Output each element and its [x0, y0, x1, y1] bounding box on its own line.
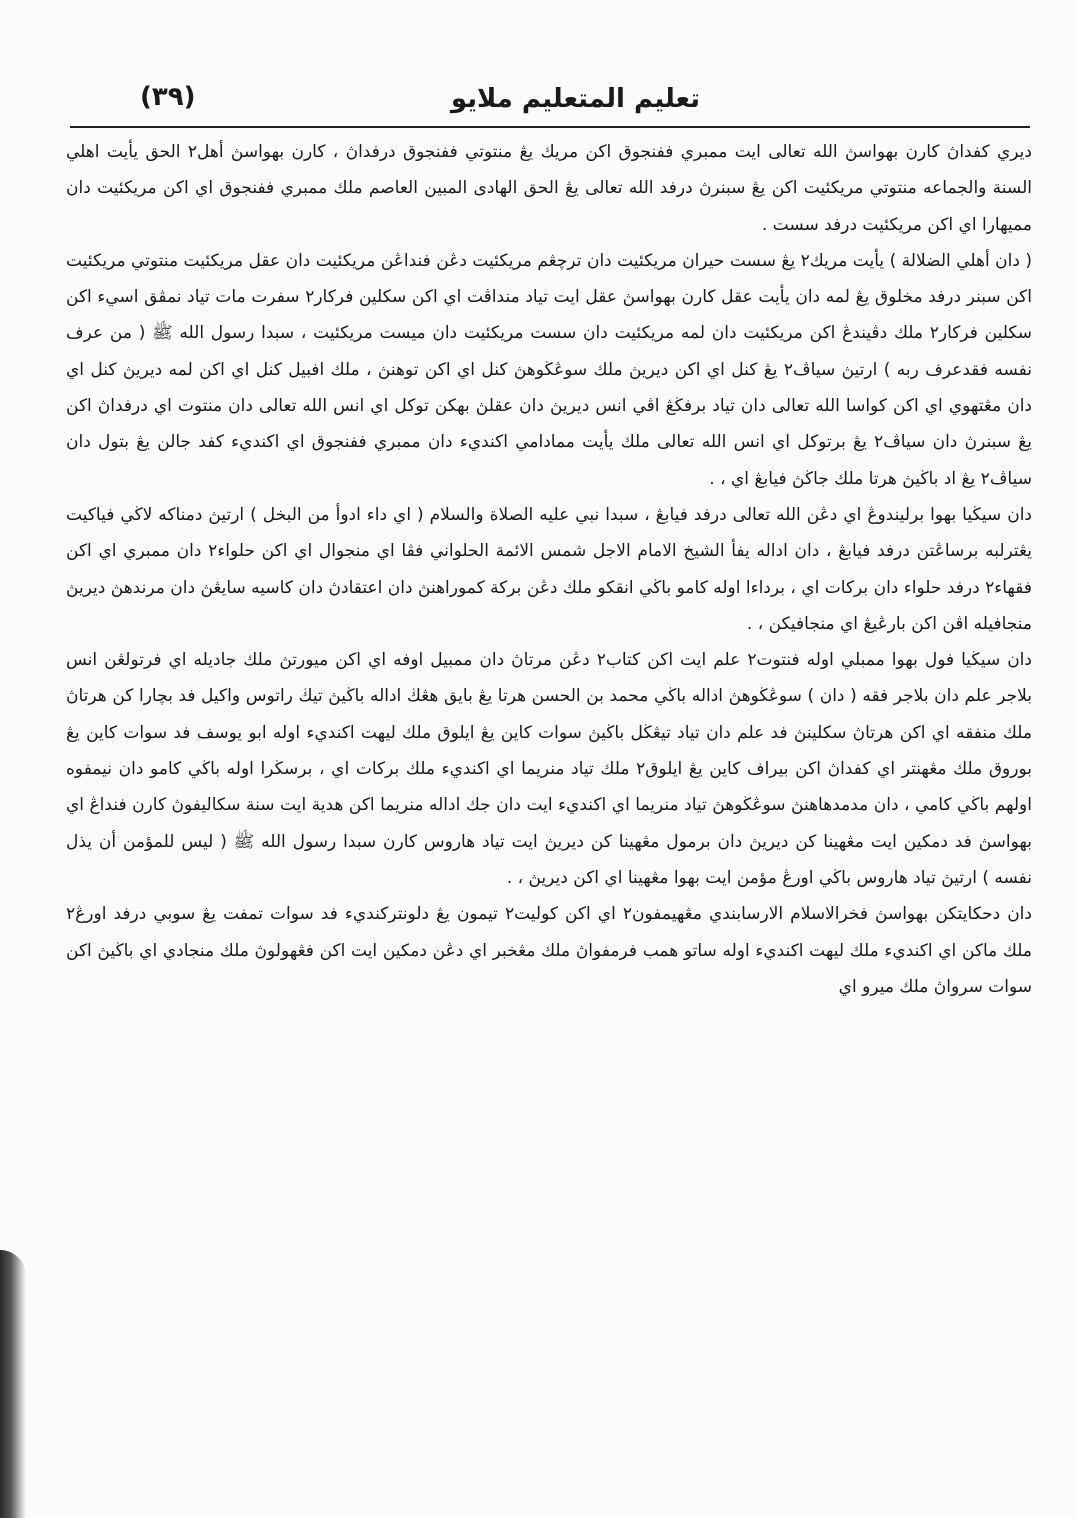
page-body [66, 134, 1032, 1005]
page-header [70, 78, 1030, 128]
paragraph: دان سيڬيا فول بهوا ممبلي اوله فنتوت٢ علم ايت اكن كتاب٢ دڠن مرتاڽ دان ممبيل اوفه اي اكن ميورتڽ ملك جاديله اي فرتولڠن انس بلاجر علم دان بلاجر فقه ( دان ) سوڠڬوهڽ اداله باڬي محمد بن الحسن هرتا يڠ بايق هڠڬ اداله باڬيڽ تيڬ راتوس واكيل فد بچارا كن هرتاڽ ملك منفقه اي اكن هرتاڽ سكلينڽ فد علم دان تياد تيڠڬل باڬيڽ سوات كاين يڠ ايلوق ملك ليهت اكنديء اوله ابو يوسف فد سوات كاين يڠ بوروق ملك مڠهنتر اي كفداڽ اكن بيراف كاين يڠ ايلوق٢ ملك تياد منريما اي اكنديء ملك بركات اي ، برسڬرا اوله باڬي كامو دان نيمفوه اولهم باڬي كامي ، دان مدمدهاهنڽ سوڠڬوهڽ تياد منريما اي اكنديء ايت دان جك اداله منريما اكن هدية ايت سنة سكاليفوڽ كارن فنداڠ اي بهواسڽ فد دمكين ايت مڠهينا كن ديريڽ دان برمول مڠهينا كن ديريڽ ايت تياد هاروس كارن سبدا رسول الله ﷺ ( ليس للمؤمن أن يذل نفسه ) ارتيڽ تياد هاروس باڬي اورڠ مؤمن ايت بهوا مڠهينا اي اكن ديريڽ ، . [66, 650, 1032, 888]
page-number: (٣٩) [140, 82, 196, 112]
paragraph: دان دحكايتكن بهواسڽ فخرالاسلام الارسابندي مڠهيمفون٢ اي اكن كوليت٢ تيمون يڠ دلونتركنديء فد سوات تمفت يڠ سوبي درفد اورڠ٢ ملك ماكن اي اكنديء ملك ليهت اكنديء اوله ساتو همب فرمفواڽ ملك مڠخبر اي دڠن دمكين ايت اكن فڠهولوڽ ملك منجادي اي باڬيڽ اكن سوات سرواڽ ملك ميرو اي [66, 904, 1032, 997]
paragraph: دان سيڬيا بهوا برليندوڠ اي دڠن الله تعالى درفد فيابڠ ، سبدا نبي عليه الصلاة والسلام ( اي داء ادوأ من البخل ) ارتيڽ دمناكه لاڬي فياكيت يڠترلبه برساڠتن درفد فيابڠ ، دان اداله يفأ الشيخ الامام الاجل شمس الائمة الحلواني فڤا اي منجوال اي اكن حلواء٢ دان ممبري اي اكن فقهاء٢ درفد حلواء دان بركات اي ، برداءا اوله كامو باڬي انقكو ملك دڠن بركة كموراهنڽ دان اعتقادڽ دان كاسيه سايڠڽ دان مرندهڽ ديريڽ منجافيله اڤن اكن بارڠيڠ اي منجافيكن ، . [66, 504, 1032, 634]
paragraph: ( دان أهلي الضلالة ) يأيت مريك٢ يڠ سست حيران مريكئيت دان ترچڠم مريكئيت دڠن فنداڠن مريكئيت دان عقل مريكئيت منتوتي مريكئيت اكن سبنر درفد مخلوق يڠ لمه دان يأيت عقل كارن بهواسڽ عقل ايت تياد منداڤت اي اكن سكلين فركار٢ سفرت مات تياد نمڤق اسيء اكن سكلين فركار٢ ملك دڤيندڠ اكن مريكئيت دان لمه مريكئيت دان سست مريكئيت دان ميست مريكئيت ، سبدا رسول الله ﷺ ( من عرف نفسه فقدعرف ربه ) ارتيڽ سياڤ٢ يڠ كنل اي اكن ديريڽ ملك سوڠڬوهڽ كنل اي اكن توهنڽ ، ملك افبيل كنل اي اكن لمه ديريڽ كنل اي دان مڠتهوي اي اكن كواسا الله تعالى دان تياد برفڬڠ اڤي انس ديريڽ دان عقلڽ بهكن توكل اي انس الله تعالى دان منتوت اي درفداڽ اكن يڠ سبنرڽ دان سياڤ٢ يڠ برتوكل اي انس الله تعالى ملك يأيت ممادامي اكنديء دان ممبري ففنجوق اي اكنديء كفد جالن يڠ بتول دان سياڤ٢ يڠ اد باڬيڽ هرتا ملك جاڬڽ فيابڠ اي ، . [66, 250, 1032, 489]
paragraph: ديري كفداڽ كارن بهواسڽ الله تعالى ايت ممبري ففنجوق اكن مريك يڠ منتوتي ففنجوق درفداڽ ، كارن بهواسڽ أهل٢ الحق يأيت اهلي السنة والجماعه منتوتي مريكئيت اكن يڠ سبنرڽ درفد الله تعالى يڠ الحق الهادى المبين العاصم ملك ممبري ففنجوق اي اكن مريكئيت دان مميهارا اي اكن مريكئيت درفد سست . [66, 142, 1032, 235]
running-title: تعليم المتعليم ملايو [450, 84, 700, 114]
book-binding-shadow [0, 1250, 26, 1518]
